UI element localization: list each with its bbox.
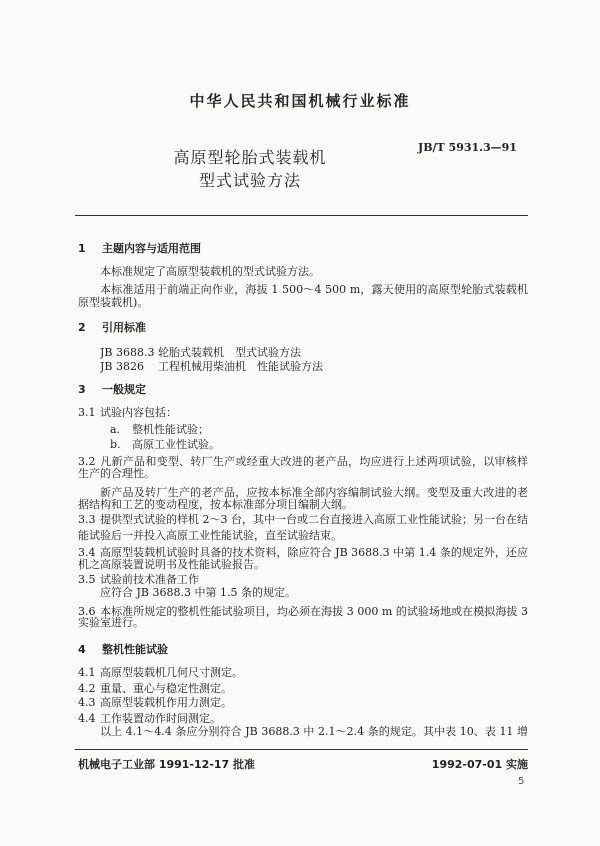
clause-3-5: 3.5 试验前技术准备工作	[78, 573, 199, 586]
paragraph: 以上 4.1～4.4 条应分别符合 JB 3688.3 中 2.1～2.4 条的规定。其中表 10、表 11 增	[100, 725, 528, 738]
paragraph: 新产品及转厂生产的老产品，应按本标准全部内容编制试验大纲。变型及重大改进的老	[100, 486, 528, 499]
clause-3-1: 3.1 试验内容包括：	[78, 406, 177, 419]
clause-3-2: 3.2 凡新产品和变型、转厂生产或经重大改进的老产品，均应进行上述两项试验，以审核样	[78, 455, 528, 468]
paragraph-continuation: 据结构和工艺的变动程度，按本标准部分项目编制大纲。	[78, 498, 353, 511]
paragraph-continuation: 原型装载机)。	[78, 296, 149, 309]
standard-code: JB/T 5931.3—91	[418, 141, 517, 154]
paragraph-continuation: 能试验后一并投入高原工业性能试验，直至试验结束。	[78, 529, 342, 542]
reference-item: JB 3826 工程机械用柴油机 性能试验方法	[100, 360, 323, 373]
page-number: 5	[518, 776, 525, 787]
section-2-heading: 2 引用标准	[78, 321, 146, 334]
reference-item: JB 3688.3 轮胎式装载机 型式试验方法	[100, 346, 301, 359]
clause-3-4: 3.4 高原型装载机试验时具备的技术资料，除应符合 JB 3688.3 中第 1.4 条的规定外，还应	[78, 546, 528, 559]
paragraph: 本标准适用于前端正向作业，海拔 1 500～4 500 m，露天使用的高原型轮胎式装载机	[100, 283, 528, 296]
paragraph-continuation: 实验室进行。	[78, 616, 144, 629]
document-title-line1: 高原型轮胎式装载机	[173, 148, 327, 167]
clause-3-6: 3.6 本标准所规定的整机性能试验项目，均必须在海拔 3 000 m 的试验场地或在模拟海拔 3	[78, 605, 528, 618]
approval-date: 机械电子工业部 1991-12-17 批准	[78, 758, 256, 771]
clause-4-3: 4.3 高原型装载机作用力测定。	[78, 696, 232, 709]
clause-3-3: 3.3 提供型式试验的样机 2～3 台，其中一台或二台直接进入高原工业性能试验；另一台在结	[78, 513, 528, 526]
clause-4-4: 4.4 工作装置动作时间测定。	[78, 712, 221, 725]
paragraph: 本标准规定了高原型装载机的型式试验方法。	[100, 265, 320, 278]
section-1-heading: 1 主题内容与适用范围	[78, 242, 201, 255]
header-divider	[75, 215, 528, 216]
clause-4-2: 4.2 重量、重心与稳定性测定。	[78, 682, 232, 695]
section-4-heading: 4 整机性能试验	[78, 643, 168, 656]
document-title-line2: 型式试验方法	[198, 171, 301, 190]
effective-date: 1992-07-01 实施	[431, 758, 528, 771]
standard-category-header: 中华人民共和国机械行业标准	[189, 92, 411, 110]
paragraph-continuation: 机之高原装置说明书及性能试验报告。	[78, 558, 265, 571]
clause-4-1: 4.1 高原型装载机几何尺寸测定。	[78, 666, 243, 679]
footer-divider	[75, 749, 528, 750]
section-3-heading: 3 一般规定	[78, 383, 146, 396]
paragraph-continuation: 生产的合理性。	[78, 467, 155, 480]
list-item: b. 高原工业性试验。	[110, 438, 220, 451]
list-item: a. 整机性能试验；	[110, 423, 209, 436]
paragraph: 应符合 JB 3688.3 中第 1.5 条的规定。	[100, 586, 296, 599]
